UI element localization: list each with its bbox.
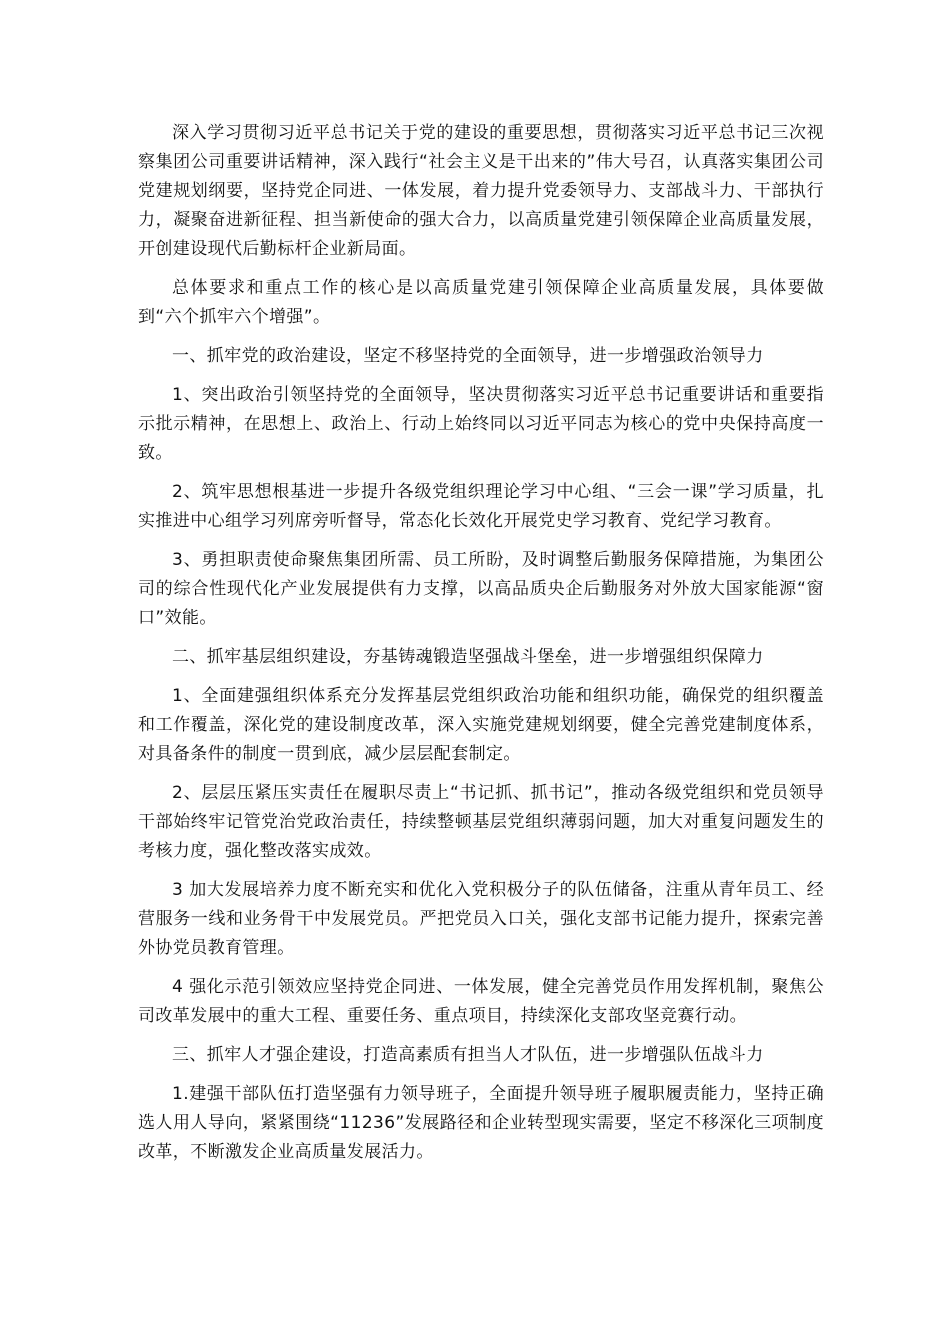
- paragraph-overall-requirements: 总体要求和重点工作的核心是以高质量党建引领保障企业高质量发展，具体要做到“六个抓牢六个增强”。: [138, 278, 824, 327]
- paragraph-organization-3: 3 加大发展培养力度不断充实和优化入党积极分子的队伍储备，注重从青年员工、经营服务一线和业务骨干中发展党员。严把党员入口关，强化支部书记能力提升，探索完善外协党员教育管理。: [138, 880, 824, 958]
- document-body: [138, 119, 824, 1177]
- paragraph-political-1: 1、突出政治引领坚持党的全面领导，坚决贯彻落实习近平总书记重要讲话和重要指示批示精神，在思想上、政治上、行动上始终同以习近平同志为核心的党中央保持高度一致。: [138, 385, 824, 463]
- paragraph-organization-1: 1、全面建强组织体系充分发挥基层党组织政治功能和组织功能，确保党的组织覆盖和工作覆盖，深化党的建设制度改革，深入实施党建规划纲要，健全完善党建制度体系，对具备条件的制度一贯到底，减少层层配套制定。: [138, 686, 824, 764]
- paragraph-talent-1: 1.建强干部队伍打造坚强有力领导班子，全面提升领导班子履职履责能力，坚持正确选人用人导向，紧紧围绕“11236”发展路径和企业转型现实需要，坚定不移深化三项制度改革，不断激发企业高质量发展活力。: [138, 1084, 824, 1162]
- section-heading-talent: 三、抓牢人才强企建设，打造高素质有担当人才队伍，进一步增强队伍战斗力: [172, 1045, 764, 1065]
- section-heading-political-construction: 一、抓牢党的政治建设，坚定不移坚持党的全面领导，进一步增强政治领导力: [172, 346, 764, 366]
- paragraph-political-2: 2、筑牢思想根基进一步提升各级党组织理论学习中心组、“三会一课”学习质量，扎实推进中心组学习列席旁听督导，常态化长效化开展党史学习教育、党纪学习教育。: [138, 482, 824, 531]
- paragraph-intro: 深入学习贯彻习近平总书记关于党的建设的重要思想，贯彻落实习近平总书记三次视察集团公司重要讲话精神，深入践行“社会主义是干出来的”伟大号召，认真落实集团公司党建规划纲要，坚持党企同进、一体发展，着力提升党委领导力、支部战斗力、干部执行力，凝聚奋进新征程、担当新使命的强大合力，以高质量党建引领保障企业高质量发展，开创建设现代后勤标杆企业新局面。: [138, 123, 824, 259]
- section-heading-grassroots-organization: 二、抓牢基层组织建设，夯基铸魂锻造坚强战斗堡垒，进一步增强组织保障力: [172, 647, 764, 667]
- paragraph-organization-2: 2、层层压紧压实责任在履职尽责上“书记抓、抓书记”，推动各级党组织和党员领导干部始终牢记管党治党政治责任，持续整顿基层党组织薄弱问题，加大对重复问题发生的考核力度，强化整改落实成效。: [138, 783, 824, 861]
- paragraph-political-3: 3、勇担职责使命聚焦集团所需、员工所盼，及时调整后勤服务保障措施，为集团公司的综合性现代化产业发展提供有力支撑，以高品质央企后勤服务对外放大国家能源“窗口”效能。: [138, 550, 824, 628]
- paragraph-organization-4: 4 强化示范引领效应坚持党企同进、一体发展，健全完善党员作用发挥机制，聚焦公司改革发展中的重大工程、重要任务、重点项目，持续深化支部攻坚竞赛行动。: [138, 977, 824, 1026]
